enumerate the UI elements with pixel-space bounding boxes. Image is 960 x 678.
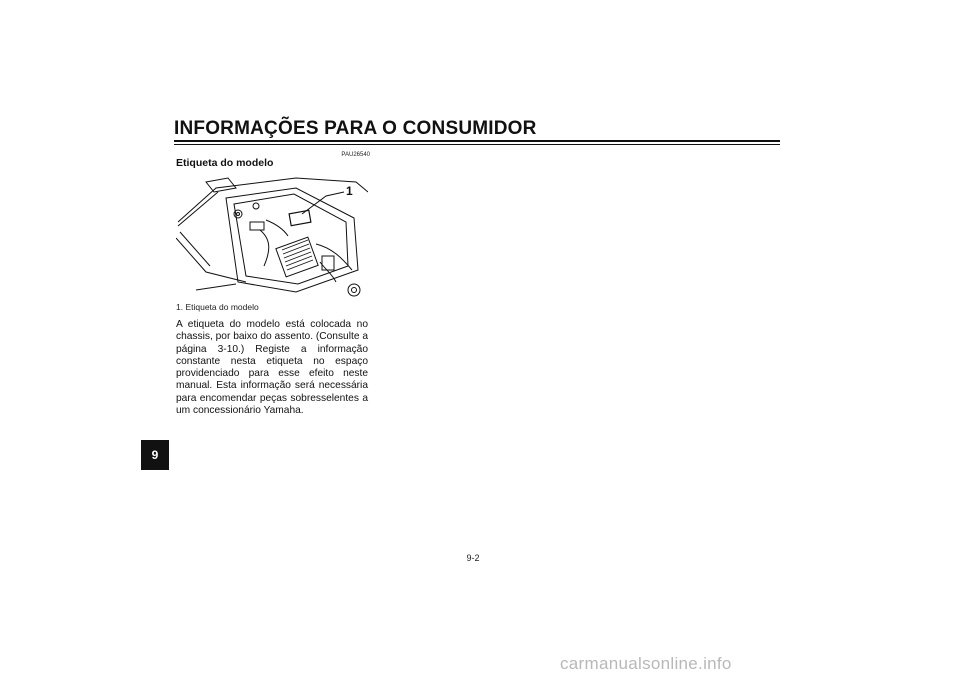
figure-callout-number: 1 bbox=[346, 184, 353, 198]
section-code: PAU26540 bbox=[341, 152, 370, 158]
chapter-tab: 9 bbox=[141, 440, 169, 470]
model-label-illustration bbox=[176, 174, 368, 298]
scooter-compartment-drawing bbox=[176, 174, 368, 298]
watermark: carmanualsonline.info bbox=[560, 654, 732, 673]
header-rule-thin bbox=[174, 144, 780, 145]
header-rule-thick bbox=[174, 140, 780, 142]
section-body-text: A etiqueta do modelo está colocada no chassis, por baixo do assento. (Consulte a página 3-10.) Registe a informação constante nesta etiqueta no espaço providenciado para esse efeito neste manual. Esta informação será necessária para encomendar peças sobresselentes a um concessionário Yamaha. bbox=[176, 319, 368, 417]
figure-caption: 1. Etiqueta do modelo bbox=[176, 302, 259, 312]
section-title: Etiqueta do modelo bbox=[176, 157, 274, 169]
page-number: 9-2 bbox=[466, 553, 480, 563]
page-title: INFORMAÇÕES PARA O CONSUMIDOR bbox=[174, 118, 537, 139]
